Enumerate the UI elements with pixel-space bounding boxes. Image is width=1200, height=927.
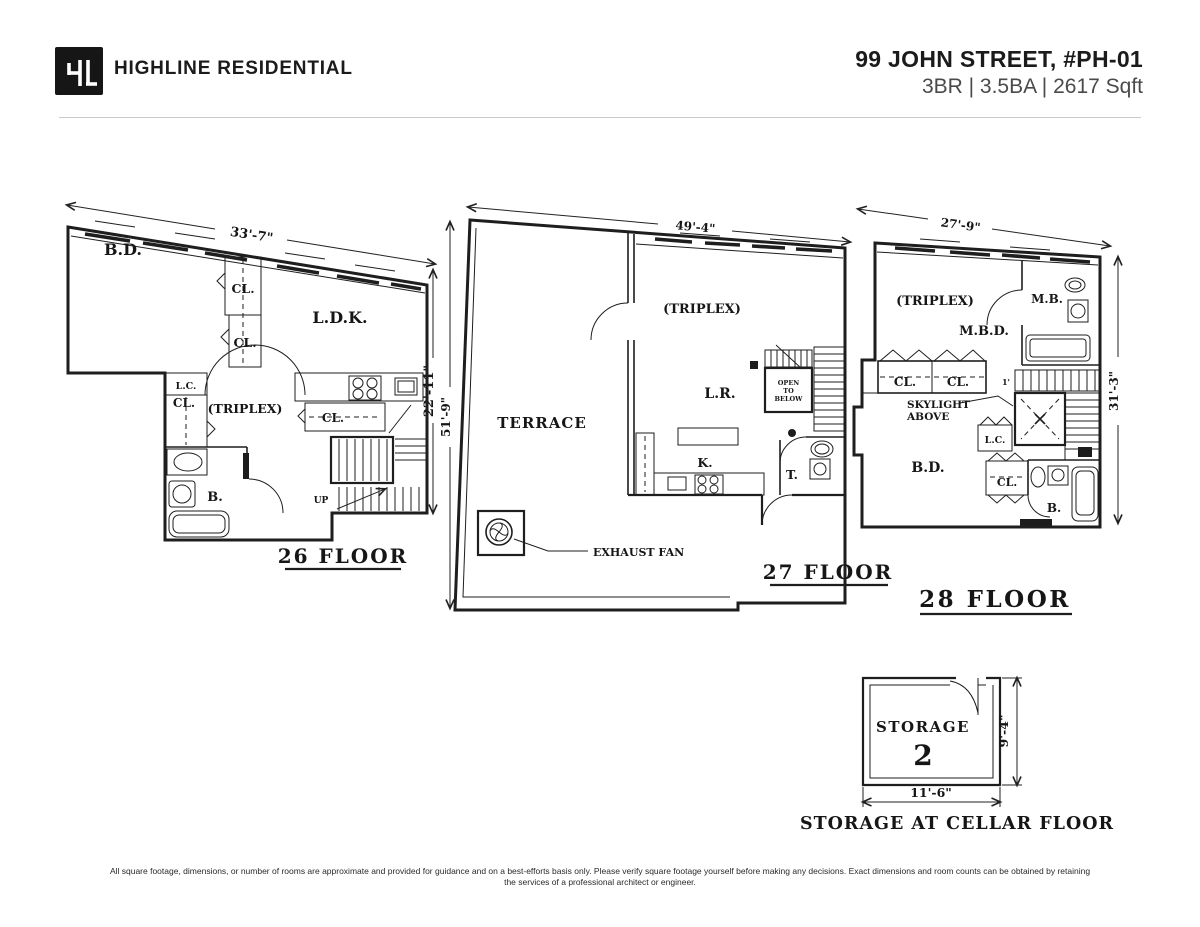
floor-title-26: 26 FLOOR [277, 544, 409, 568]
room-label-mbd-28: M.B.D. [959, 324, 1009, 339]
closet-label-lc-26: L.C. [175, 381, 197, 392]
room-label-b-28: B. [1046, 501, 1062, 515]
room-label-k-27: K. [697, 455, 713, 470]
room-label-bd-26: B.D. [104, 240, 142, 259]
closet-label-2-28: CL. [946, 375, 970, 389]
closet-label-top-26: CL. [231, 281, 255, 296]
closet-kitchen-26 [298, 403, 411, 433]
stairs-28 [1015, 370, 1100, 460]
room-label-triplex-27: (TRIPLEX) [663, 302, 741, 317]
open-to-below-1: OPEN [777, 379, 800, 387]
room-label-terrace-27: TERRACE [497, 414, 587, 432]
closet-column-26 [217, 257, 261, 367]
open-to-below-2: TO [783, 387, 794, 395]
room-label-triplex-28: (TRIPLEX) [896, 294, 974, 309]
skylight-label-1: SKYLIGHT [907, 399, 970, 411]
closet-label-lc-28: L.C. [984, 435, 1006, 446]
storage-number-label: 2 [913, 739, 933, 772]
storage-dim-height: 9'-4" [996, 714, 1011, 748]
bathroom-28 [1020, 460, 1100, 526]
header-divider [59, 117, 1141, 118]
listing-unit-details: 3BR | 3.5BA | 2617 Sqft [921, 75, 1143, 98]
interior-bottom-wall-27 [628, 495, 845, 525]
closet-label-kitchen-26: CL. [321, 411, 345, 425]
outer-wall-26 [68, 224, 427, 540]
skylight-label-2: ABOVE [907, 411, 950, 423]
dim-height-27: 51'-9" [439, 397, 453, 437]
windows-28 [877, 239, 1098, 265]
exhaust-fan-label: EXHAUST FAN [593, 546, 685, 559]
disclaimer-line-2: the services of a professional architect or engineer. [504, 877, 696, 887]
room-label-lr-27: L.R. [704, 386, 736, 402]
kitchen-26 [295, 373, 423, 401]
storage-plan [800, 655, 1130, 860]
master-bath-28 [987, 261, 1100, 365]
room-label-b-26: B. [207, 490, 223, 505]
dim-height-26: 22'-11" [422, 364, 437, 418]
dim-width-26: 33'-7" [228, 224, 275, 247]
closet-label-left-26: CL. [172, 396, 196, 410]
room-label-triplex-26: (TRIPLEX) [207, 401, 283, 416]
small-closets-28 [978, 417, 1028, 503]
closet-label-mid-26: CL. [233, 335, 257, 350]
floor-plan-27 [440, 195, 895, 640]
listing-address: 99 JOHN STREET, #PH-01 [855, 46, 1143, 72]
floor-plan-28 [850, 195, 1200, 640]
closet-label-3-28: CL. [996, 476, 1018, 489]
dim-width-27: 49'-4" [674, 218, 716, 236]
stairwell-27 [750, 345, 845, 437]
dim-width-28: 27'-9" [939, 215, 982, 235]
storage-dimensions [863, 678, 1022, 807]
stairs-26 [314, 437, 427, 511]
door-arc-hall-26 [205, 345, 305, 395]
open-to-below-3: BELOW [774, 395, 803, 403]
room-label-ldk-26: L.D.K. [312, 308, 368, 327]
floor-title-27: 27 FLOOR [762, 560, 894, 584]
storage-title: STORAGE AT CELLAR FLOOR [800, 814, 1114, 834]
divider-wall-27 [591, 233, 634, 495]
toilet-room-27 [780, 437, 845, 495]
floor-plan-26 [55, 195, 455, 587]
floor-title-28: 28 FLOOR [919, 586, 1071, 613]
room-label-mb-28: M.B. [1031, 292, 1063, 306]
room-label-bd-28: B.D. [911, 460, 945, 476]
listing-header [855, 46, 1143, 99]
storage-dim-width: 11'-6" [910, 785, 952, 800]
storage-room-label: STORAGE [876, 718, 970, 736]
disclaimer-line-1: All square footage, dimensions, or number of rooms are approximate and provided for guidance and on a best-efforts basis only. Please verify square footage yourself before making any decisions. Exact dimensions and room counts can be obtained by retaining [109, 866, 1091, 876]
stair-up-label-26: UP [313, 496, 329, 506]
disclaimer [0, 866, 1200, 888]
brand-name: HIGHLINE RESIDENTIAL [114, 58, 353, 79]
bathroom-26 [165, 447, 283, 537]
terrace-parapet-inner-27 [463, 228, 730, 597]
exhaust-fan-icon [478, 511, 588, 555]
dim-height-28: 31'-3" [1107, 371, 1121, 411]
room-label-t-27: T. [785, 467, 799, 482]
dim-one-ft-28: 1' [1001, 377, 1011, 387]
brand-logo-icon [55, 47, 103, 95]
closet-label-1-28: CL. [893, 375, 917, 389]
